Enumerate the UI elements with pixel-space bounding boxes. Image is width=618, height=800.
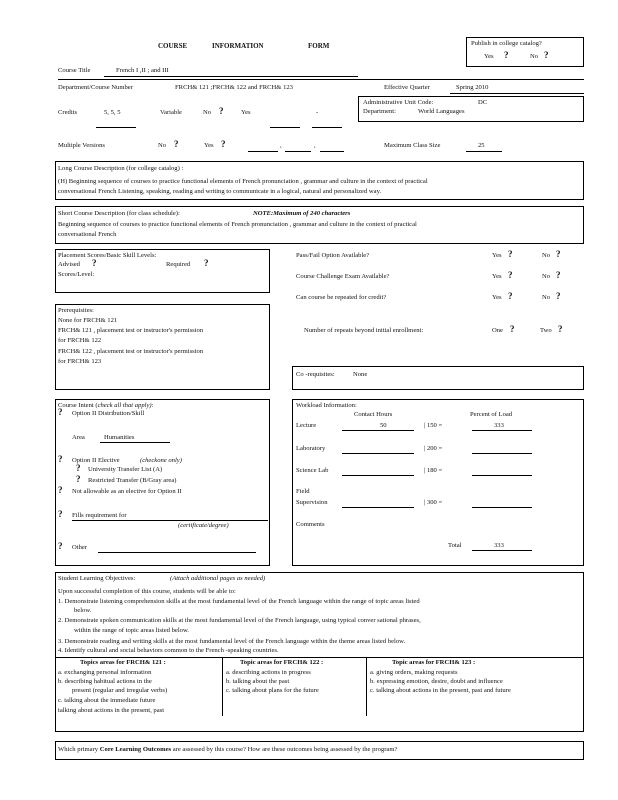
mv-no-checkbox[interactable]: ? <box>174 139 179 149</box>
challenge-no-checkbox[interactable]: ? <box>556 270 561 280</box>
variable-no-label: No <box>203 109 212 116</box>
slo-label: Student Learning Objectives: <box>58 575 136 582</box>
variable-no-checkbox[interactable]: ? <box>219 106 224 116</box>
credits-label: Credits <box>58 109 78 116</box>
core-pre: Which primary <box>58 746 99 753</box>
slo-intro: Upon successful completion of this course, students will be able to: <box>58 588 236 595</box>
repeat-yes-checkbox[interactable]: ? <box>508 291 513 301</box>
mv-field-1[interactable] <box>248 151 278 152</box>
title-form: FORM <box>308 42 330 50</box>
long-desc-line-1[interactable]: (H) Beginning sequence of courses to practice functional elements of French pronunciation , grammar and culture in the context of practical <box>58 178 428 185</box>
topic-121-item: b. describing habitual actions in the <box>58 678 152 685</box>
topic-123-item: b. expressing emotion, desire, doubt and influence <box>370 678 503 685</box>
mv-field-3[interactable] <box>320 151 344 152</box>
dept-course-label: Department/Course Number <box>58 84 133 91</box>
multiple-versions-label: Multiple Versions <box>58 142 105 149</box>
short-desc-line-2[interactable]: conversational French <box>58 231 117 238</box>
effective-value[interactable]: Spring 2010 <box>456 84 489 91</box>
variable-max-underline[interactable] <box>312 127 342 128</box>
repeat-no-checkbox[interactable]: ? <box>556 291 561 301</box>
core-bold-1: Core Learning <box>99 746 142 753</box>
mv-no-label: No <box>158 142 167 149</box>
publish-label: Publish in college catalog? <box>471 40 542 47</box>
repeat-no-label: No <box>542 294 551 301</box>
challenge-yes-checkbox[interactable]: ? <box>508 270 513 280</box>
short-desc-label: Short Course Description (for class schedule): <box>58 210 180 217</box>
area-value[interactable]: Humanities <box>104 434 135 441</box>
topic-123-item: a. giving orders, making requests <box>370 669 458 676</box>
lab-percent-underline[interactable] <box>472 453 532 454</box>
notallow-label: Not allowable as an elective for Option II <box>72 488 182 495</box>
course-title-underline <box>104 76 358 77</box>
coreq-label: Co -requisites: <box>296 371 335 378</box>
scores-level-label: Scores/Level: <box>58 271 95 278</box>
title-information: INFORMATION <box>212 42 264 50</box>
lecture-hours[interactable]: 50 <box>380 422 387 429</box>
lecture-label: Lecture <box>296 422 317 429</box>
topics-122-heading: Topic areas for FRCH& 122 : <box>240 659 324 666</box>
long-desc-label: Long Course Description (for college catalog) : <box>58 165 184 172</box>
supervision-label: Supervision <box>296 499 328 506</box>
prereq-line[interactable]: for FRCH& 122 <box>58 337 102 344</box>
fills-checkbox[interactable]: ? <box>58 509 63 519</box>
cert-label: (certificate/degree) <box>178 522 229 529</box>
core-post: are assessed by this course? How are these outcomes being assessed by the program? <box>172 746 398 753</box>
total-underline <box>472 550 532 551</box>
divider <box>58 79 584 80</box>
other-label: Other <box>72 544 88 551</box>
department-label: Department: <box>363 108 396 115</box>
slo-item: 2. Demonstrate spoken communication skills at the most fundamental level of the French language, using typical conver sational phrases, <box>58 617 421 624</box>
prereq-line[interactable]: FRCH& 122 , placement test or instructor's permission <box>58 348 204 355</box>
title-course: COURSE <box>158 42 188 50</box>
required-label: Required <box>166 261 191 268</box>
corequisites-box <box>292 366 584 390</box>
field-divisor: | 300 = <box>424 499 443 506</box>
area-underline <box>100 442 170 443</box>
variable-min-underline[interactable] <box>270 127 300 128</box>
topic-121-item: a. exchanging personal information <box>58 669 152 676</box>
intent-label-text: Course Intent ( <box>58 402 98 409</box>
core-outcomes-question <box>58 746 397 754</box>
prereq-line[interactable]: None for FRCH& 121 <box>58 317 118 324</box>
variable-label: Variable <box>160 109 182 116</box>
opt1-label: Option II Distribution/Skill <box>72 410 145 417</box>
publish-no-label: No <box>530 53 539 60</box>
challenge-label: Course Challenge Exam Available? <box>296 273 390 280</box>
topic-122-item: c. talking about plans for the future <box>226 687 319 694</box>
rt-checkbox[interactable]: ? <box>76 474 81 484</box>
intent-label-note: check all that apply) <box>97 402 152 409</box>
mv-sep-1: , <box>280 142 282 149</box>
short-desc-note: NOTE:Maximum of 240 characters <box>253 210 351 217</box>
topics-121-heading: Topics areas for FRCH& 121 : <box>80 659 166 666</box>
fills-underline[interactable] <box>72 520 268 521</box>
effective-underline <box>450 93 584 94</box>
variable-yes-label: Yes <box>241 109 251 116</box>
topic-121-item: c. talking about the immediate future <box>58 697 156 704</box>
advised-label: Advised <box>58 261 80 268</box>
credits-value[interactable]: 5, 5, 5 <box>104 109 121 116</box>
publish-no-checkbox[interactable]: ? <box>544 50 549 60</box>
science-percent-underline[interactable] <box>472 475 532 476</box>
repeats-number-label: Number of repeats beyond initial enrollment: <box>304 327 424 334</box>
topic-121-item: present (regular and irregular verbs) <box>72 687 168 694</box>
passfail-no-label: No <box>542 252 551 259</box>
intent-label <box>58 402 153 410</box>
challenge-no-label: No <box>542 273 551 280</box>
lab-label: Laboratory <box>296 445 326 452</box>
rt-label: Restricted Transfer (B/Gray area) <box>88 477 177 484</box>
max-class-value[interactable]: 25 <box>478 142 485 149</box>
workload-label: Workload Information: <box>296 402 357 409</box>
admin-unit-value[interactable]: DC <box>478 99 488 106</box>
mv-sep-2: , <box>314 142 316 149</box>
area-label: Area <box>72 434 85 441</box>
opt1-checkbox[interactable]: ? <box>58 407 63 417</box>
mv-field-2[interactable] <box>285 151 311 152</box>
admin-unit-label: Administrative Unit Code: <box>363 99 434 106</box>
mv-yes-checkbox[interactable]: ? <box>221 139 226 149</box>
mv-yes-label: Yes <box>204 142 214 149</box>
science-divisor: | 180 = <box>424 467 443 474</box>
fills-label: Fills requirement for <box>72 512 127 519</box>
other-underline[interactable] <box>98 552 256 553</box>
core-bold-2: Outcomes <box>142 746 172 753</box>
opt2-label: Option II Elective <box>72 457 120 464</box>
topics-divider-1 <box>222 658 223 716</box>
topic-123-item: c. talking about actions in the present, past and future <box>370 687 511 694</box>
coreq-value[interactable]: None <box>353 371 368 378</box>
field-percent-underline[interactable] <box>472 507 532 508</box>
topic-121-item: talking about actions in the present, past <box>58 707 165 714</box>
contact-hours-header: Contact Hours <box>354 411 393 418</box>
repeats-two-checkbox[interactable]: ? <box>558 324 563 334</box>
repeats-one-label: One <box>492 327 503 334</box>
variable-dash: - <box>316 109 319 116</box>
department-value[interactable]: World Languages <box>418 108 465 115</box>
science-lab-label: Science Lab <box>296 467 329 474</box>
required-checkbox[interactable]: ? <box>204 258 209 268</box>
course-title-label: Course Title <box>58 67 91 74</box>
publish-yes-checkbox[interactable]: ? <box>504 50 509 60</box>
opt2-checkbox[interactable]: ? <box>58 454 63 464</box>
repeats-one-checkbox[interactable]: ? <box>510 324 515 334</box>
field-hours-underline[interactable] <box>342 507 414 508</box>
dept-course-value[interactable]: FRCH& 121 ;FRCH& 122 and FRCH& 123 <box>175 84 293 91</box>
challenge-yes-label: Yes <box>492 273 502 280</box>
passfail-no-checkbox[interactable]: ? <box>556 249 561 259</box>
publish-yes-label: Yes <box>484 53 494 60</box>
slo-item: 3. Demonstrate reading and writing skills at the most fundamental level of the French language within the theme areas listed below. <box>58 638 406 645</box>
lecture-divisor: | 150 = <box>424 422 443 429</box>
passfail-yes-label: Yes <box>492 252 502 259</box>
course-title-value[interactable]: French I ,II ; and III <box>116 67 169 74</box>
lecture-percent-underline <box>472 430 532 431</box>
prereq-line[interactable]: for FRCH& 123 <box>58 358 102 365</box>
effective-label: Effective Quarter <box>384 84 430 91</box>
lecture-hours-underline <box>342 430 414 431</box>
intent-label-close: : <box>151 402 154 409</box>
other-checkbox[interactable]: ? <box>58 541 63 551</box>
percent-load-header: Percent of Load <box>470 411 513 418</box>
slo-item: within the range of topic areas listed below. <box>74 627 189 634</box>
repeat-label: Can course be repeated for credit? <box>296 294 387 301</box>
slo-note: (Attach additional pages as needed) <box>170 575 266 582</box>
prereq-label: Prerequisites: <box>58 307 94 314</box>
field-label: Field <box>296 488 310 495</box>
notallow-checkbox[interactable]: ? <box>58 485 63 495</box>
total-label: Total <box>448 542 462 549</box>
topics-123-heading: Topic areas for FRCH& 123 : <box>392 659 476 666</box>
repeat-yes-label: Yes <box>492 294 502 301</box>
repeats-two-label: Two <box>540 327 552 334</box>
topic-122-item: a. describing actions in progress <box>226 669 311 676</box>
lab-hours-underline[interactable] <box>342 453 414 454</box>
short-desc-line-1[interactable]: Beginning sequence of courses to practice functional elements of French pronunciation , grammar and culture in the context of practical <box>58 221 417 228</box>
slo-item: below. <box>74 607 92 614</box>
utl-label: University Transfer List (A) <box>88 466 163 473</box>
passfail-label: Pass/Fail Option Available? <box>296 252 370 259</box>
max-class-underline <box>466 151 502 152</box>
slo-item: 4. Identify cultural and social behaviors common to the French -speaking countries. <box>58 647 279 654</box>
topics-top-line <box>56 657 583 658</box>
science-hours-underline[interactable] <box>342 475 414 476</box>
credits-underline <box>96 127 136 128</box>
long-desc-line-2[interactable]: conversational French Listening, speaking, reading and writing to communicate in a logical, natural and personalized way. <box>58 188 382 195</box>
opt2-note: (checkone only) <box>140 457 182 464</box>
lecture-percent[interactable]: 333 <box>494 422 504 429</box>
prereq-line[interactable]: FRCH& 121 , placement test or instructor's permission <box>58 327 204 334</box>
topic-122-item: b. talking about the past <box>226 678 290 685</box>
comments-label: Comments <box>296 521 325 528</box>
total-value[interactable]: 333 <box>494 542 504 549</box>
passfail-yes-checkbox[interactable]: ? <box>508 249 513 259</box>
advised-checkbox[interactable]: ? <box>92 258 97 268</box>
max-class-label: Maximum Class Size <box>384 142 441 149</box>
slo-item: 1. Demonstrate listening comprehension skills at the most fundamental level of the French language within the range of topic areas listed <box>58 598 420 605</box>
topics-divider-2 <box>366 658 367 716</box>
placement-label: Placement Scores/Basic Skill Levels: <box>58 252 157 259</box>
lab-divisor: | 200 = <box>424 445 443 452</box>
utl-checkbox[interactable]: ? <box>76 463 81 473</box>
